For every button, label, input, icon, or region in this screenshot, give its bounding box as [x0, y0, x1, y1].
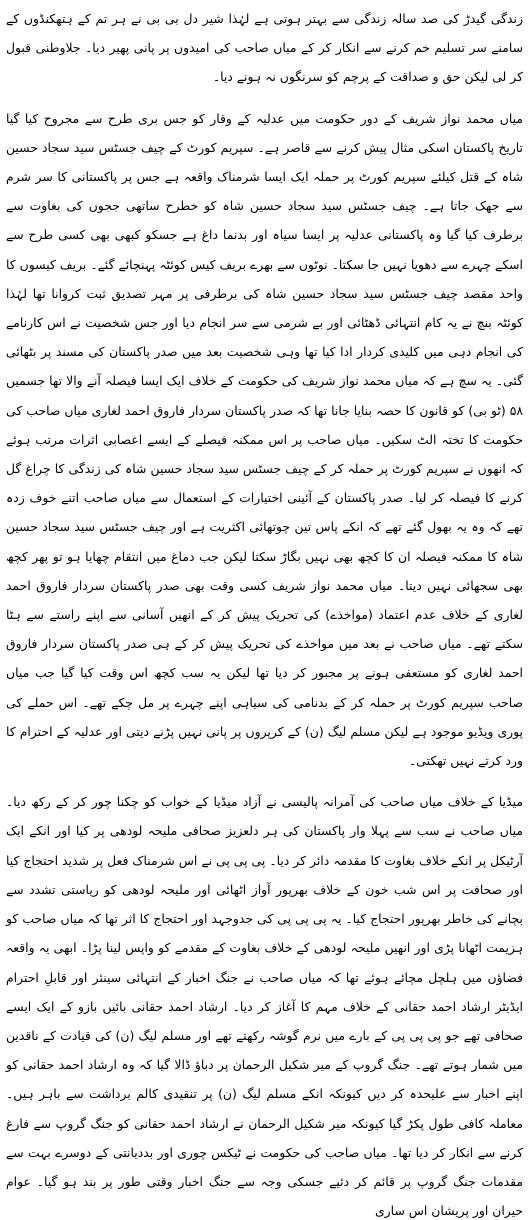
- article-paragraph-1: زندگی گیدڑ کی صد سالہ زندگی سے بہتر ہوتی ہے لہٰذا شیر دل بی بی نے ہر تم کے ہتھکنڈوں کے سامنے سر تسلیم خم کرنے سے انکار کر کے میاں صاحب کی امیدوں پر پانی پھیر دیا۔ جلاوطنی قبول کر لی لیکن حق و صداقت کے پرچم کو سرنگوں نہ ہونے دیا۔: [6, 11, 523, 85]
- article-paragraph-3: میڈیا کے خلاف میاں صاحب کی آمرانہ پالیسی نے آزاد میڈیا کے خواب کو چکنا چور کر کے رکھ دیا۔ میاں صاحب نے سب سے پہلا وار پاکستان کی ہر دلعزیز صحافی ملیحہ لودھی پر کیا اور انکے ایک آرٹیکل پر انکے خلاف بغاوت کا مقدمہ دائر کر دیا۔ پی پی پی نے اس شرمناک فعل پر شدید احتجاج کیا اور صحافت پر اس شب خون کے خلاف بھرپور آواز اٹھائی اور ملیحہ لودھی کو ریاستی تشدد سے بچانے کی خاطر بھرپور احتجاج کیا۔ یہ پی پی پی کی جدوجہد اور احتجاج کا اثر تھا کہ میاں صاحب کو ہزیمت اٹھانا پڑی اور انھیں ملیحہ لودھی کے خلاف بغاوت کے مقدمے کو واپس لینا پڑا۔ ابھی یہ واقعہ فضاؤں میں ہلچل مچائے ہوئے تھا کہ میاں صاحب نے جنگ اخبار کے انتہائی سینئر اور قابلِ احترام ایڈیٹر ارشاد احمد حقانی کے خلاف مہم کا آغاز کر دیا۔ ارشاد احمد حقانی بائیں بازو کے ایک ایسے صحافی تھے جو پی پی پی کے بارے میں نرم گوشہ رکھتے تھے اور مسلم لیگ (ن) کی قیادت کے ناقدین میں شمار ہوتے تھے۔ جنگ گروپ کے میر شکیل الرحمان پر دباؤ ڈالا گیا کہ وہ ارشاد احمد حقانی کو اپنے اخبار سے علیحدہ کر دیں کیونکہ انکے مسلم لیگ (ن) پر تنقیدی کالم برداشت سے باہر ہیں۔ معاملہ کافی طول پکڑ گیا کیونکہ میر شکیل الرحمان نے ارشاد احمد حقانی کو جنگ گروپ سے فارغ کرنے سے انکار کر دیا تھا۔ میاں صاحب کی حکومت نے ٹیکس چوری اور بددیانتی کے دوسرے بہت سے مقدمات جنگ گروپ پر قائم کر دئیے جسکی وجہ سے جنگ اخبار وقتی طور پر بند ہو گیا۔ عوام حیران اور پریشان اس ساری: [6, 794, 523, 1219]
- article-paragraph-2: میاں محمد نواز شریف کے دور حکومت میں عدلیہ کے وقار کو جس بری طرح سے مجروح کیا گیا تاریخ پاکستان اسکی مثال پیش کرنے سے قاصر ہے۔ سپریم کورٹ کے چیف جسٹس سید سجاد حسین شاہ کے قتل کیلئے سپریم کورٹ پر حملہ ایک ایسا شرمناک واقعہ ہے جس پر پاکستانی کا سر شرم سے جھک جاتا ہے۔ چیف جسٹس سید سجاد حسین شاہ کو خطرح ساتھی ججوں کی بغاوت سے برطرف کیا گیا وہ پاکستانی عدلیہ پر ایسا سیاہ اور بدنما داغ ہے جسکو کبھی بھی کسی طرح سے اسکے چہرے سے دھویا نہیں جا سکتا۔ نوٹوں سے بھرے بریف کیس کوئٹہ پہنچائے گئے۔ بریف کیسوں کا واحد مقصد چیف جسٹس سید سجاد حسین شاہ کی برطرفی پر مہر تصدیق ثبت کروانا تھا لہٰذا کوئٹہ بنچ نے یہ کام انتہائی ڈھٹائی اور بے شرمی سے سر انجام دیا اور جس شخصیت نے اس کارنامے کی انجام دہی میں کلیدی کردار ادا کیا تھا وہی شخصیت بعد میں صدر پاکستان کی مسند پر بٹھائی گئی۔ یہ سچ ہے کہ میاں محمد نواز شریف کی حکومت کے خلاف ایک ایسا فیصلہ آنے والا تھا جسمیں ۵۸ (ٹو بی) کو قانون کا حصہ بنایا جانا تھا کہ صدر پاکستان سردار فاروق احمد لغاری میاں صاحب کی حکومت کا تختہ الٹ سکیں۔ میاں صاحب پر اس ممکنہ فیصلے کے ایسے اعصابی اثرات مرتب ہوئے کہ انھوں نے سپریم کورٹ پر حملہ کر کے چیف جسٹس سید سجاد حسین شاہ کی زندگی کا چراغ گل کرنے کا فیصلہ کر لیا۔ صدر پاکستان کے آئینی اختیارات کے استعمال سے میاں صاحب اتنے خوف زدہ تھے کہ وہ یہ بھول گئے تھے کہ انکے پاس تین چوتھائی اکثریت ہے اور چیف جسٹس سید سجاد حسین شاہ کا ممکنہ فیصلہ ان کا کچھ بھی نہیں بگاڑ سکتا لیکن جب دماغ میں انتقام چھایا ہو تو پھر کچھ بھی سجھائی نہیں دیتا۔ میاں محمد نواز شریف کسی وقت بھی صدر پاکستان سردار فاروق احمد لغاری کے خلاف عدم اعتماد (مواخذے) کی تحریک پیش کر کے انھیں آسانی سے اپنے راستے سے ہٹا سکتے تھے۔ میاں صاحب نے بعد میں مواخذے کی تحریک پیش کر کے ہی صدر پاکستان سردار فاروق احمد لغاری کو مستعفی ہونے پر مجبور کر دیا تھا لیکن یہ سب کچھ اس وقت کیا گیا جب میاں صاحب سپریم کورٹ پر حملہ کر کے بدنامی کی سیاہی اپنے چہرے پر مل چکے تھے۔ اس حملے کی پوری ویڈیو موجود ہے لیکن مسلم لیگ (ن) کے کرپروں پر پانی نہیں پڑنے دیتی اور عدلیہ کے احترام کا ورد کرتے نہیں تھکتی۔: [6, 110, 523, 769]
